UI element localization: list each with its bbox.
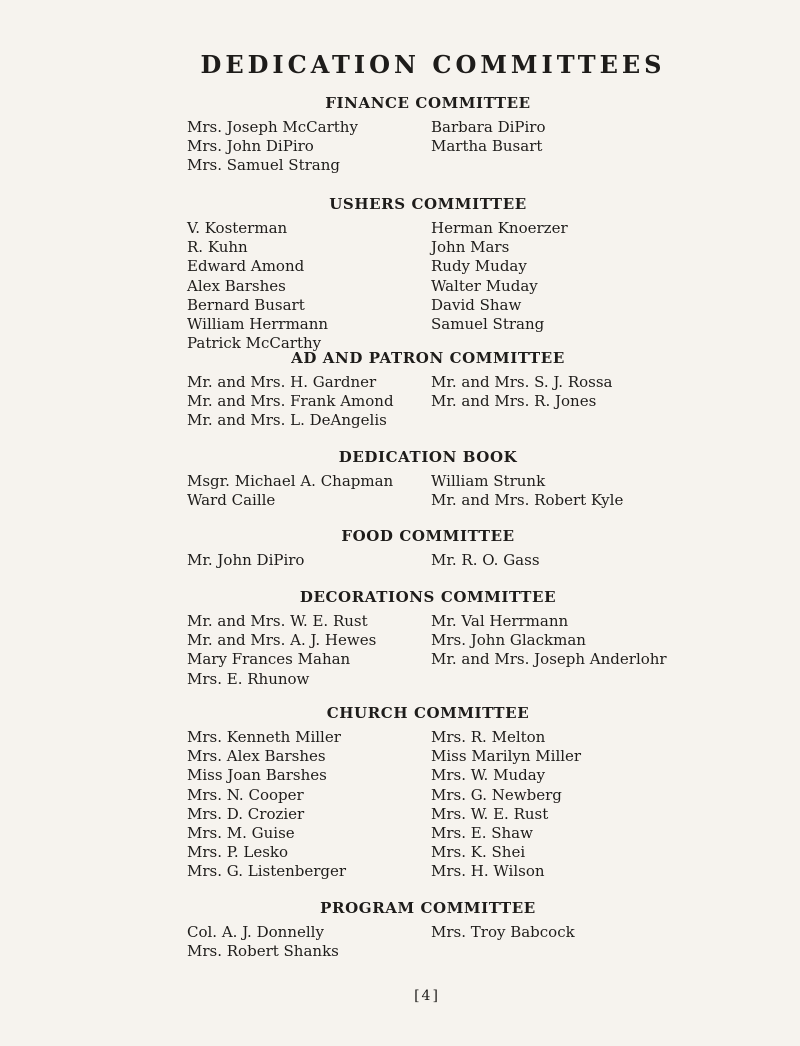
committee-section [0,702,800,881]
member-name: William Strunk [431,472,546,490]
left-column [187,728,346,882]
member-name: Mr. and Mrs. Joseph Anderlohr [431,650,667,669]
member-name: Mr. and Mrs. L. DeAngelis [187,411,387,430]
member-name: Bernard Busart [187,295,305,314]
member-name: Patrick McCarthy [187,334,322,353]
committee-heading: PROGRAM COMMITTEE [320,899,536,917]
member-name: Miss Marilyn Miller [431,747,582,766]
member-name: Mrs. M. Guise [187,824,295,843]
member-name: Mrs. Robert Shanks [187,942,339,961]
member-name: Herman Knoerzer [431,219,568,237]
member-name: R. Kuhn [187,238,248,257]
committee-heading: FOOD COMMITTEE [341,527,515,545]
left-column [187,923,339,961]
left-column [187,118,358,176]
member-name: David Shaw [431,295,522,314]
member-name: Mr. and Mrs. Robert Kyle [431,491,624,510]
committee-heading: DECORATIONS COMMITTEE [299,588,557,606]
committee-section [0,897,800,961]
member-name: Mrs. Kenneth Miller [187,728,341,746]
committee-heading: AD AND PATRON COMMITTEE [291,349,565,367]
right-column [431,923,575,942]
right-column [431,373,612,411]
left-column [187,219,328,353]
committee-heading: FINANCE COMMITTEE [325,94,531,112]
left-column [187,373,394,431]
member-name: Samuel Strang [431,315,545,334]
member-name: Mrs. Joseph McCarthy [187,118,358,136]
member-name: Mrs. Samuel Strang [187,156,340,175]
member-name: Mrs. N. Cooper [187,785,304,804]
committee-heading: CHURCH COMMITTEE [326,704,530,722]
member-name: Miss Joan Barshes [187,766,327,785]
member-name: Mr. and Mrs. Frank Amond [187,392,394,411]
committee-section [0,347,800,430]
member-name: Alex Barshes [187,276,286,295]
member-name: Mrs. W. E. Rust [431,804,549,823]
member-name: Rudy Muday [431,257,527,276]
right-column [431,728,581,882]
page-number: [4] [414,988,440,1004]
member-name: Mrs. D. Crozier [187,804,305,823]
committee-heading: USHERS COMMITTEE [329,195,527,213]
member-name: Mrs. John Glackman [431,631,586,650]
member-name: Mr. and Mrs. A. J. Hewes [187,631,377,650]
committee-section [0,525,800,569]
right-column [431,472,623,510]
member-name: Mr. and Mrs. R. Jones [431,392,597,411]
member-name: Mrs. Alex Barshes [187,747,326,766]
member-name: Mrs. Troy Babcock [431,923,575,941]
member-name: Martha Busart [431,137,543,156]
member-name: Col. A. J. Donnelly [187,923,324,941]
member-name: Mrs. E. Rhunow [187,669,310,688]
committee-section [0,586,800,688]
left-column [187,612,376,689]
member-name: Mrs. G. Newberg [431,785,562,804]
left-column [187,551,304,570]
right-column [431,551,540,570]
member-name: Mrs. K. Shei [431,843,526,862]
member-name: John Mars [431,238,510,257]
member-name: Mrs. John DiPiro [187,137,314,156]
member-name: Mr. and Mrs. H. Gardner [187,373,377,391]
member-name: Mr. and Mrs. S. J. Rossa [431,373,613,391]
right-column [431,612,667,670]
member-name: Mr. John DiPiro [187,551,305,569]
page-title: DEDICATION COMMITTEES [200,50,666,79]
member-name: Mrs. W. Muday [431,766,546,785]
member-name: Walter Muday [431,276,538,295]
member-name: Mr. and Mrs. W. E. Rust [187,612,368,630]
member-name: Mrs. P. Lesko [187,843,289,862]
right-column [431,219,568,334]
member-name: Mary Frances Mahan [187,650,351,669]
member-name: Ward Caille [187,491,276,510]
member-name: Barbara DiPiro [431,118,546,136]
member-name: Mrs. E. Shaw [431,824,533,843]
member-name: Mr. R. O. Gass [431,551,540,569]
committee-heading: DEDICATION BOOK [338,448,518,466]
left-column [187,472,393,510]
member-name: Mrs. H. Wilson [431,862,545,881]
committee-section [0,92,800,175]
right-column [431,118,545,156]
committee-section [0,446,800,510]
member-name: Msgr. Michael A. Chapman [187,472,394,490]
member-name: Mrs. G. Listenberger [187,862,347,881]
member-name: Mrs. R. Melton [431,728,546,746]
member-name: V. Kosterman [187,219,288,237]
member-name: Edward Amond [187,257,305,276]
member-name: Mr. Val Herrmann [431,612,569,630]
committee-section [0,193,800,353]
member-name: William Herrmann [187,315,329,334]
